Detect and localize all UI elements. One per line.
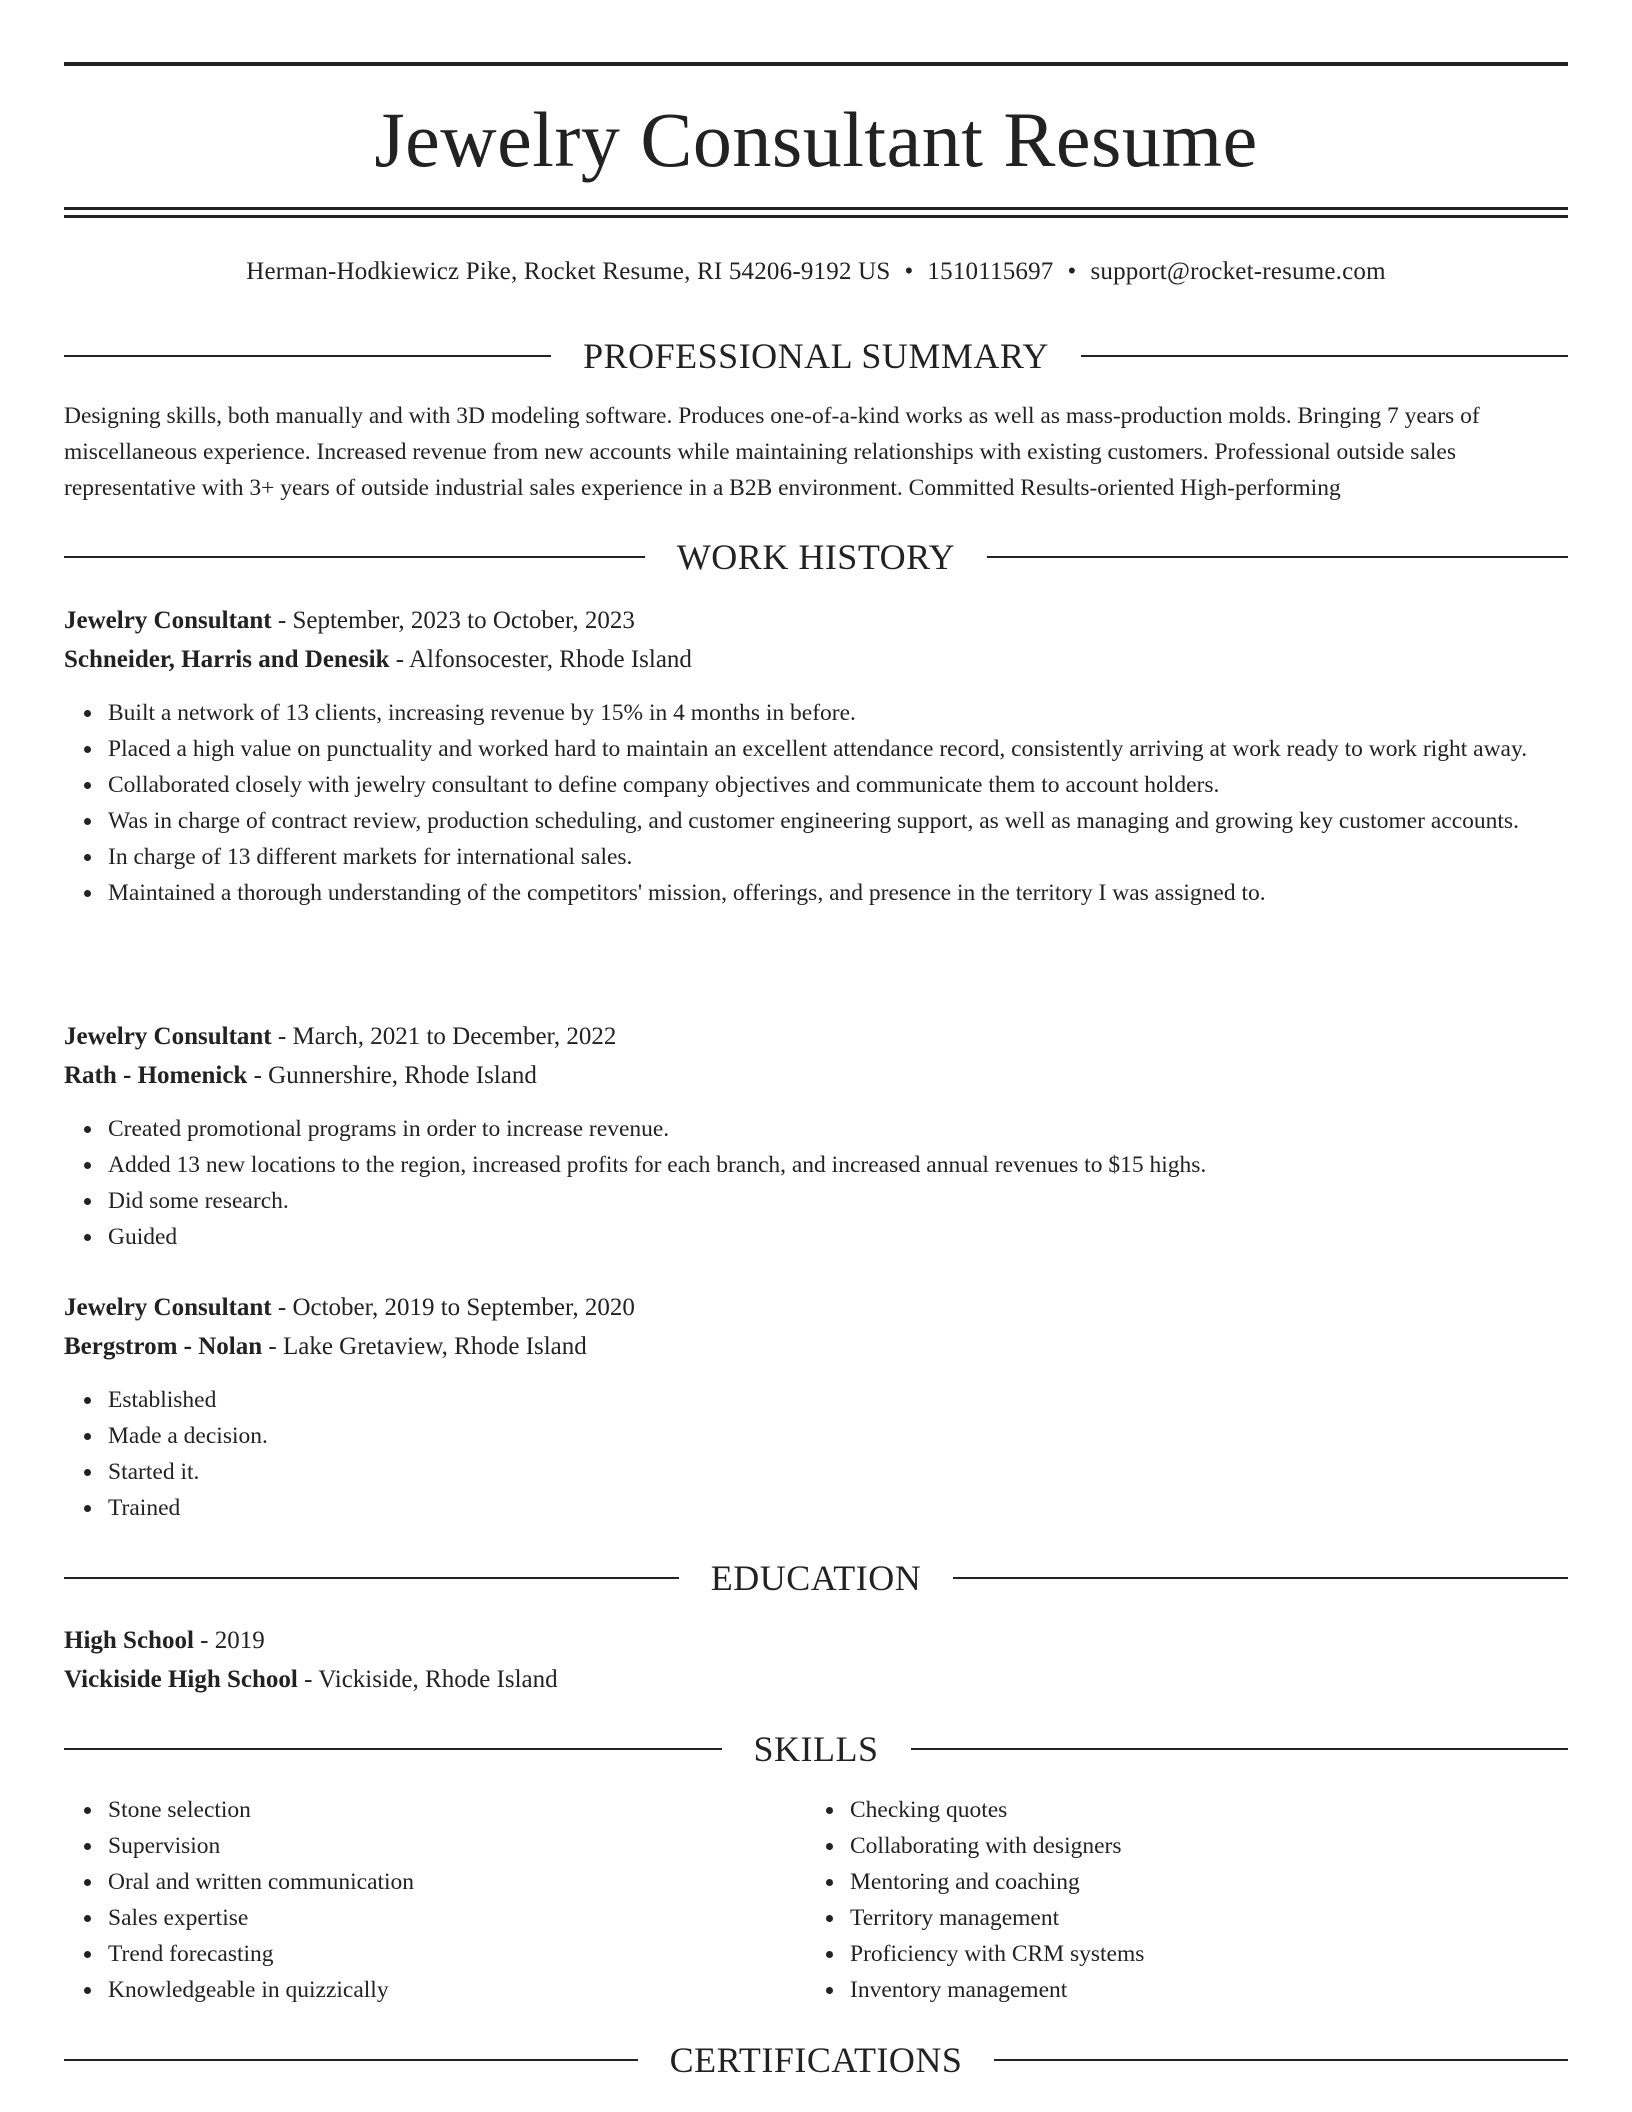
job-title-line bbox=[64, 1018, 1568, 1056]
skills-list-right bbox=[806, 1792, 1632, 2008]
education-school: Vickiside High School bbox=[64, 1666, 298, 1693]
education-school-line bbox=[64, 1661, 1568, 1699]
list-item: Started it. bbox=[108, 1454, 1568, 1490]
heading-rule-right bbox=[1081, 355, 1568, 357]
list-item: Maintained a thorough understanding of the competitors' mission, offerings, and presence in the territory I was assigned to. bbox=[108, 875, 1568, 911]
contact-address: Herman-Hodkiewicz Pike, Rocket Resume, RI 54206-9192 US bbox=[246, 258, 891, 285]
education-year: - 2019 bbox=[193, 1627, 265, 1654]
contact-line bbox=[64, 254, 1568, 290]
list-item: Established bbox=[108, 1382, 1568, 1418]
skill-item: Knowledgeable in quizzically bbox=[108, 1972, 1568, 2008]
list-item: Did some research. bbox=[108, 1183, 1568, 1219]
skill-item: Inventory management bbox=[850, 1972, 1632, 2008]
section-heading-summary bbox=[64, 334, 1568, 378]
job-title-line bbox=[64, 602, 1568, 640]
contact-email: support@rocket-resume.com bbox=[1090, 258, 1386, 285]
heading-rule-right bbox=[911, 1748, 1569, 1750]
skill-item: Checking quotes bbox=[850, 1792, 1632, 1828]
heading-rule-right bbox=[987, 556, 1568, 558]
job-title: Jewelry Consultant bbox=[64, 607, 272, 634]
job-company-line bbox=[64, 1057, 1568, 1095]
list-item: Placed a high value on punctuality and worked hard to maintain an excellent attendance record, consistently arriving at work ready to work right away. bbox=[108, 731, 1568, 767]
contact-phone: 1510115697 bbox=[927, 258, 1054, 285]
skill-item: Trend forecasting bbox=[108, 1936, 1568, 1972]
skill-item: Territory management bbox=[850, 1900, 1632, 1936]
heading-rule-left bbox=[64, 556, 645, 558]
section-heading-label: WORK HISTORY bbox=[676, 537, 956, 577]
job-company: Bergstrom - Nolan bbox=[64, 1333, 263, 1360]
skill-item: Supervision bbox=[108, 1828, 1568, 1864]
header-top-rule bbox=[64, 62, 1568, 66]
list-item: Made a decision. bbox=[108, 1418, 1568, 1454]
skill-item: Sales expertise bbox=[108, 1900, 1568, 1936]
section-heading-skills bbox=[64, 1727, 1568, 1771]
job-location: - Gunnershire, Rhode Island bbox=[247, 1062, 537, 1089]
section-heading-label: CERTIFICATIONS bbox=[669, 2040, 963, 2080]
job-location: - Lake Gretaview, Rhode Island bbox=[262, 1333, 587, 1360]
heading-rule-right bbox=[953, 1577, 1568, 1579]
job-company: Schneider, Harris and Denesik bbox=[64, 646, 390, 673]
skill-item: Proficiency with CRM systems bbox=[850, 1936, 1632, 1972]
header-double-rule-lower bbox=[64, 215, 1568, 218]
skill-item: Oral and written communication bbox=[108, 1864, 1568, 1900]
heading-rule-left bbox=[64, 2059, 638, 2061]
job-title: Jewelry Consultant bbox=[64, 1294, 272, 1321]
list-item: Created promotional programs in order to increase revenue. bbox=[108, 1111, 1568, 1147]
job-dates: - September, 2023 to October, 2023 bbox=[271, 607, 635, 634]
job-title: Jewelry Consultant bbox=[64, 1023, 272, 1050]
section-heading-certifications bbox=[64, 2038, 1568, 2082]
list-item: Collaborated closely with jewelry consultant to define company objectives and communicate them to account holders. bbox=[108, 767, 1568, 803]
section-heading-education bbox=[64, 1556, 1568, 1600]
education-degree-line bbox=[64, 1622, 1568, 1660]
skill-item: Stone selection bbox=[108, 1792, 1568, 1828]
list-item: Was in charge of contract review, production scheduling, and customer engineering support, as well as managing and growing key customer accounts. bbox=[108, 803, 1568, 839]
job-location: - Alfonsocester, Rhode Island bbox=[389, 646, 692, 673]
job-company: Rath - Homenick bbox=[64, 1062, 248, 1089]
section-heading-label: EDUCATION bbox=[710, 1558, 922, 1598]
resume-title: Jewelry Consultant Resume bbox=[374, 96, 1258, 183]
list-item: Guided bbox=[108, 1219, 1568, 1255]
job-title-line bbox=[64, 1289, 1568, 1327]
job-bullets bbox=[64, 1382, 1568, 1526]
job-dates: - March, 2021 to December, 2022 bbox=[271, 1023, 617, 1050]
education-degree: High School bbox=[64, 1627, 194, 1654]
job-bullets bbox=[64, 695, 1568, 911]
list-item: Trained bbox=[108, 1490, 1568, 1526]
heading-rule-left bbox=[64, 1577, 679, 1579]
section-heading-label: SKILLS bbox=[753, 1729, 879, 1769]
contact-separator: • bbox=[1067, 258, 1077, 285]
heading-rule-left bbox=[64, 1748, 722, 1750]
list-item: Built a network of 13 clients, increasing revenue by 15% in 4 months in before. bbox=[108, 695, 1568, 731]
section-heading-work-history bbox=[64, 535, 1568, 579]
skill-item: Mentoring and coaching bbox=[850, 1864, 1632, 1900]
contact-separator: • bbox=[904, 258, 914, 285]
job-company-line bbox=[64, 641, 1568, 679]
job-dates: - October, 2019 to September, 2020 bbox=[271, 1294, 635, 1321]
job-bullets bbox=[64, 1111, 1568, 1255]
heading-rule-left bbox=[64, 355, 551, 357]
education-location: - Vickiside, Rhode Island bbox=[297, 1666, 558, 1693]
list-item: In charge of 13 different markets for international sales. bbox=[108, 839, 1568, 875]
heading-rule-right bbox=[994, 2059, 1568, 2061]
job-company-line bbox=[64, 1328, 1568, 1366]
summary-paragraph: Designing skills, both manually and with 3D modeling software. Produces one-of-a-kind works as well as mass-production molds. Bringing 7 years of miscellaneous experience. Increased revenue from new accounts while maintaining relationships with existing customers. Professional outside sales representative with 3+ years of outside industrial sales experience in a B2B environment. Committed Results-oriented High-performing bbox=[64, 403, 1480, 501]
skill-item: Collaborating with designers bbox=[850, 1828, 1632, 1864]
header-double-rule-upper bbox=[64, 207, 1568, 210]
list-item: Added 13 new locations to the region, increased profits for each branch, and increased annual revenues to $15 highs. bbox=[108, 1147, 1568, 1183]
section-heading-label: PROFESSIONAL SUMMARY bbox=[583, 336, 1049, 376]
